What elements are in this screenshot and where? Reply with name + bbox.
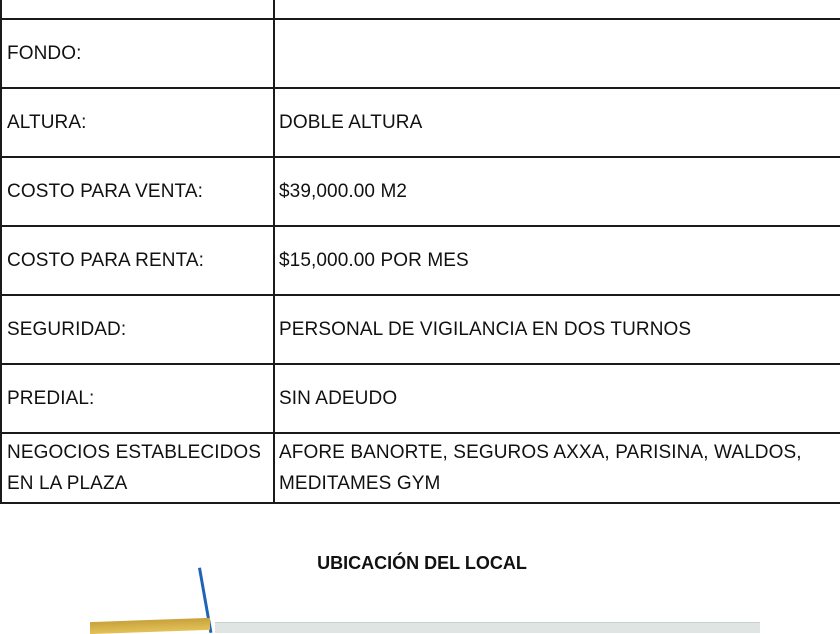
row-value: SIN ADEUDO	[274, 364, 840, 433]
table-row-negocios	[1, 433, 840, 503]
row-value	[274, 433, 840, 503]
row-value: $39,000.00 M2	[274, 157, 840, 226]
row-value-line: AFORE BANORTE, SEGUROS AXXA, PARISINA, WALDOS,	[279, 442, 802, 463]
table-row-seguridad	[1, 295, 840, 364]
table-row-fondo	[1, 19, 840, 88]
row-value	[274, 19, 840, 88]
section-title: UBICACIÓN DEL LOCAL	[317, 553, 527, 573]
row-label: COSTO PARA RENTA:	[1, 226, 274, 295]
row-label	[1, 433, 274, 503]
row-value: DOBLE ALTURA	[274, 88, 840, 157]
row-label-line: EN LA PLAZA	[7, 473, 128, 494]
table-row-altura	[1, 88, 840, 157]
table-row	[1, 0, 840, 19]
row-label: COSTO PARA VENTA:	[1, 157, 274, 226]
row-label: ALTURA:	[1, 88, 274, 157]
row-label: PREDIAL:	[1, 364, 274, 433]
table-row-predial	[1, 364, 840, 433]
table-cell	[1, 0, 274, 19]
row-value: PERSONAL DE VIGILANCIA EN DOS TURNOS	[274, 295, 840, 364]
table-row-costo-renta	[1, 226, 840, 295]
map-graphic	[90, 618, 210, 634]
map-preview	[215, 622, 760, 633]
row-label-line: NEGOCIOS ESTABLECIDOS	[7, 442, 262, 463]
row-value-line: MEDITAMES GYM	[279, 473, 441, 494]
table-cell	[274, 0, 840, 19]
row-label: SEGURIDAD:	[1, 295, 274, 364]
row-value: $15,000.00 POR MES	[274, 226, 840, 295]
row-label: FONDO:	[1, 19, 274, 88]
table-row-costo-venta	[1, 157, 840, 226]
location-map-image	[0, 560, 840, 630]
